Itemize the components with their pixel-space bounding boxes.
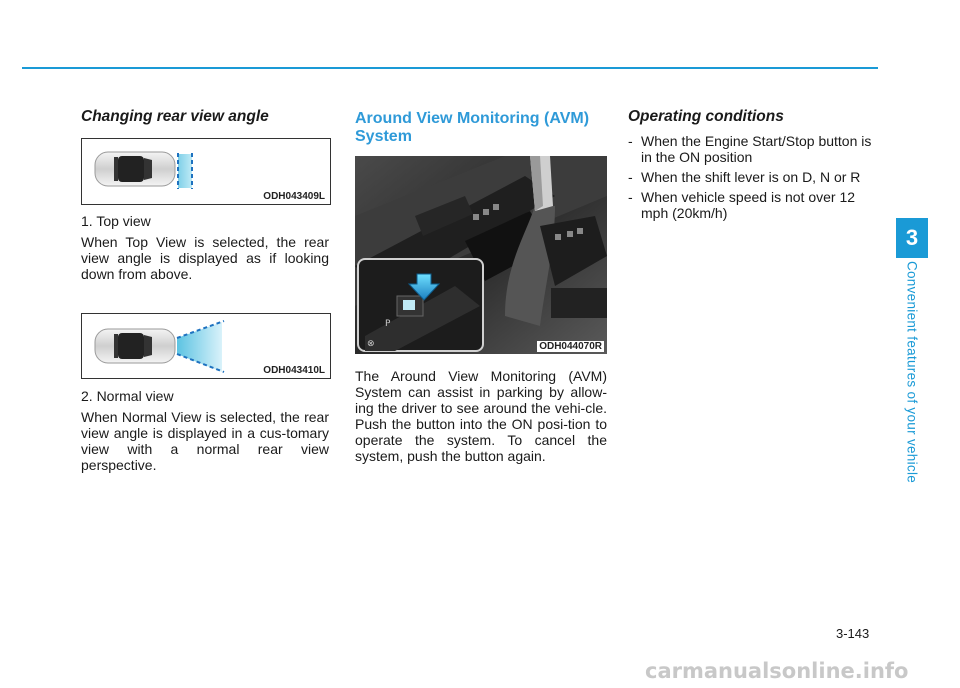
item-text: When Normal View is selected, the rear view angle is displayed in a cus-tomary view with a normal rear view perspective. [81,409,329,473]
heading-changing-rear-view-angle: Changing rear view angle [81,108,269,125]
svg-text:⊗: ⊗ [367,339,375,349]
list-item [628,189,880,221]
top-rule [22,67,878,69]
item-title: 1. Top view [81,213,151,229]
avm-button-photo [355,156,607,354]
console-photo-illustration [355,156,607,354]
figure-normal-view [81,313,331,379]
avm-body [355,368,607,464]
condition-text: When the Engine Start/Stop button is in the ON position [641,133,872,165]
svg-text:P: P [385,319,391,329]
item-top-view [81,213,329,282]
dash-marker: - [628,169,633,185]
heading-operating-conditions: Operating conditions [628,108,784,125]
avm-heading [355,110,607,146]
figure-code: ODH043409L [263,191,325,202]
dash-marker: - [628,133,633,149]
watermark: carmanualsonline.info [645,659,909,683]
conditions-list [628,133,880,221]
item-normal-view [81,388,329,473]
heading-avm-line2: System [355,128,412,145]
avm-description: The Around View Monitoring (AVM) System can assist in parking by allow-ing the driver to see around the vehi-cle. Push the button into the ON posi-tion to operate the system. To cancel the system, push the button again. [355,368,607,464]
list-item [628,169,880,185]
chapter-number-tab: 3 [896,218,928,258]
condition-text: When the shift lever is on D, N or R [641,169,861,185]
chapter-title: Convenient features of your vehicle [904,260,920,484]
operating-conditions [628,108,880,225]
page-number: 3-143 [836,626,870,641]
dash-marker: - [628,189,633,205]
list-item [628,133,880,165]
item-text: When Top View is selected, the rear view angle is displayed as if looking down from above. [81,234,329,282]
left-column [81,108,329,126]
figure-code: ODH044070R [539,341,602,352]
heading-avm-line1: Around View Monitoring (AVM) [355,110,590,127]
item-title: 2. Normal view [81,388,174,404]
condition-text: When vehicle speed is not over 12 mph (20km/h) [641,189,856,221]
figure-code: ODH043410L [263,365,325,376]
figure-top-view [81,138,331,205]
